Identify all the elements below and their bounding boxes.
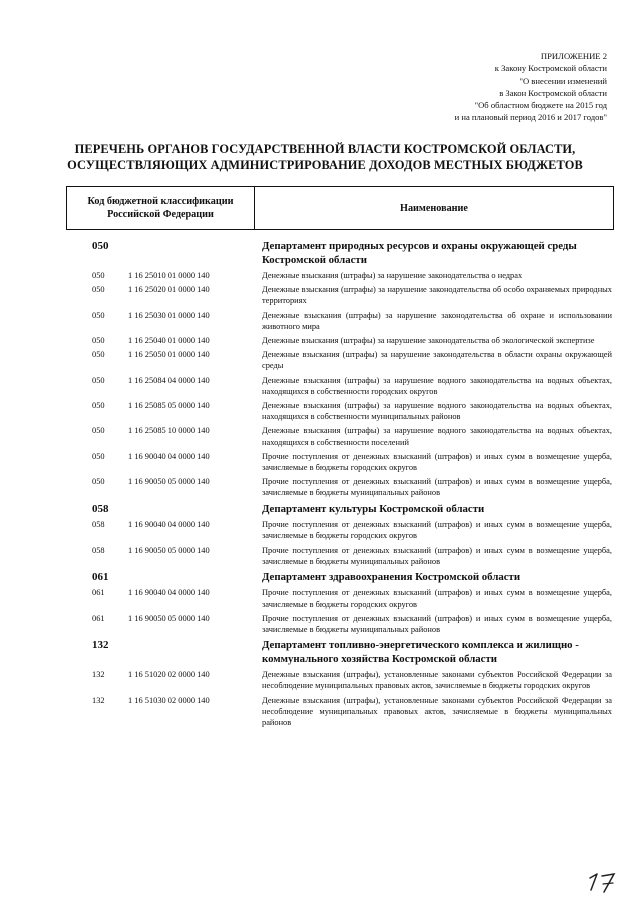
income-description: Денежные взыскания (штрафы) за нарушение законодательства о недрах (262, 271, 523, 280)
admin-code: 058 (92, 545, 105, 555)
admin-code: 132 (92, 695, 105, 705)
kbk-code: 1 16 25050 01 0000 140 (128, 350, 210, 360)
admin-code: 050 (92, 336, 105, 346)
department-code: 061 (92, 570, 109, 583)
department-row (88, 240, 612, 267)
appendix-line: и на плановый период 2016 и 2017 годов" (454, 112, 607, 123)
kbk-code: 1 16 90050 05 0000 140 (128, 545, 210, 555)
header-code-line-2: Российской Федерации (107, 209, 214, 220)
income-description: Денежные взыскания (штрафы) за нарушение водного законодательства на водных объектах, находящихся в собственности муниципальных районов (262, 401, 612, 422)
admin-code: 132 (92, 670, 105, 680)
kbk-code: 1 16 25084 04 0000 140 (128, 375, 210, 385)
department-code: 050 (92, 240, 109, 252)
department-code: 058 (92, 502, 109, 515)
income-description: Денежные взыскания (штрафы) за нарушение законодательства в области охраны окружающей среды (262, 350, 612, 371)
income-description: Прочие поступления от денежных взысканий (штрафов) и иных сумм в возмещение ущерба, зачисляемые в бюджеты муниципальных районов (262, 477, 612, 498)
income-description: Прочие поступления от денежных взысканий (штрафов) и иных сумм в возмещение ущерба, зачисляемые в бюджеты городских округов (262, 451, 612, 473)
department-name: Департамент топливно-энергетического комплекса и жилищно - коммунального хозяйства Костромской области (262, 639, 579, 665)
admin-code: 050 (92, 477, 105, 487)
admin-code: 050 (92, 285, 105, 295)
header-code-line-1: Код бюджетной классификации (87, 196, 234, 207)
kbk-code: 1 16 90040 04 0000 140 (128, 588, 210, 598)
income-description: Прочие поступления от денежных взысканий (штрафов) и иных сумм в возмещение ущерба, зачисляемые в бюджеты городских округов (262, 520, 612, 541)
appendix-line: ПРИЛОЖЕНИЕ 2 (540, 51, 607, 61)
income-description: Денежные взыскания (штрафы) за нарушение законодательства об экологической экспертизе (262, 336, 595, 346)
table-body (88, 236, 612, 728)
header-name-column: Наименование (400, 202, 468, 214)
table-row (88, 476, 612, 498)
income-description: Денежные взыскания (штрафы) за нарушение водного законодательства на водных объектах, находящихся в собственности городских округов (262, 375, 612, 396)
table-row (88, 519, 612, 541)
kbk-code: 1 16 51020 02 0000 140 (128, 670, 210, 680)
table-row (88, 451, 612, 473)
department-code: 132 (92, 639, 109, 652)
kbk-code: 1 16 25020 01 0000 140 (128, 285, 210, 295)
admin-code: 050 (92, 271, 105, 280)
title-line-1: ПЕРЕЧЕНЬ ОРГАНОВ ГОСУДАРСТВЕННОЙ ВЛАСТИ КОСТРОМСКОЙ ОБЛАСТИ, (74, 142, 576, 156)
appendix-line: "О внесении изменений (519, 75, 607, 86)
income-description: Денежные взыскания (штрафы) за нарушение водного законодательства на водных объектах, находящихся в собственности поселений (262, 426, 612, 447)
kbk-code: 1 16 90040 04 0000 140 (128, 451, 210, 461)
income-description: Денежные взыскания (штрафы), установленные законами субъектов Российской Федерации за несоблюдение муниципальных правовых актов, зачисляемые в бюджеты муниципальных районов (262, 695, 612, 728)
appendix-line: "Об областном бюджете на 2015 год (474, 100, 607, 111)
income-description: Прочие поступления от денежных взысканий (штрафов) и иных сумм в возмещение ущерба, зачисляемые в бюджеты муниципальных районов (262, 613, 612, 635)
header-code-column (67, 187, 255, 229)
kbk-code: 1 16 25010 01 0000 140 (128, 271, 210, 280)
income-description: Денежные взыскания (штрафы) за нарушение законодательства об особо охраняемых природных территориях (262, 285, 612, 306)
table-row (88, 587, 612, 609)
department-name: Департамент здравоохранения Костромской области (262, 570, 521, 583)
income-description: Денежные взыскания (штрафы), установленные законами субъектов Российской Федерации за несоблюдение муниципальных правовых актов, зачисляемые в бюджеты городских округов (262, 670, 612, 691)
kbk-code: 1 16 90050 05 0000 140 (128, 477, 210, 487)
document-title (40, 141, 610, 173)
admin-code: 050 (92, 426, 105, 436)
table-row (88, 400, 612, 422)
appendix-line: к Закону Костромской области (494, 63, 607, 74)
income-description: Прочие поступления от денежных взысканий (штрафов) и иных сумм в возмещение ущерба, зачисляемые в бюджеты муниципальных районов (262, 545, 612, 566)
handwritten-page-number (588, 868, 622, 894)
admin-code: 050 (92, 350, 105, 360)
appendix-header (347, 50, 607, 124)
table-row (88, 335, 612, 346)
table-row (88, 375, 612, 397)
department-row (88, 639, 612, 666)
table-row (88, 284, 612, 306)
department-row (88, 503, 612, 517)
admin-code: 050 (92, 375, 105, 385)
department-name: Департамент культуры Костромской области (262, 502, 485, 515)
table-row (88, 545, 612, 567)
table-row (88, 310, 612, 332)
table-row (88, 613, 612, 635)
admin-code: 050 (92, 310, 105, 320)
department-name: Департамент природных ресурсов и охраны окружающей среды Костромской области (262, 240, 577, 266)
admin-code: 050 (92, 401, 105, 411)
kbk-code: 1 16 25085 05 0000 140 (128, 401, 210, 411)
appendix-line: в Закон Костромской области (499, 87, 607, 98)
table-row (88, 270, 612, 281)
table-row (88, 695, 612, 729)
kbk-code: 1 16 90050 05 0000 140 (128, 613, 210, 623)
kbk-code: 1 16 25030 01 0000 140 (128, 310, 210, 320)
admin-code: 058 (92, 520, 105, 530)
admin-code: 061 (92, 588, 105, 598)
kbk-code: 1 16 90040 04 0000 140 (128, 520, 210, 530)
income-description: Денежные взыскания (штрафы) за нарушение законодательства об охране и использовании животного мира (262, 310, 612, 331)
department-row (88, 571, 612, 585)
table-row (88, 349, 612, 371)
admin-code: 061 (92, 613, 105, 623)
table-row (88, 669, 612, 691)
table-header (66, 186, 614, 230)
income-description: Прочие поступления от денежных взысканий (штрафов) и иных сумм в возмещение ущерба, зачисляемые в бюджеты городских округов (262, 588, 612, 609)
admin-code: 050 (92, 451, 105, 461)
kbk-code: 1 16 25040 01 0000 140 (128, 336, 210, 346)
kbk-code: 1 16 51030 02 0000 140 (128, 695, 210, 705)
kbk-code: 1 16 25085 10 0000 140 (128, 426, 210, 436)
table-row (88, 425, 612, 447)
title-line-2: ОСУЩЕСТВЛЯЮЩИХ АДМИНИСТРИРОВАНИЕ ДОХОДОВ МЕСТНЫХ БЮДЖЕТОВ (67, 158, 583, 172)
